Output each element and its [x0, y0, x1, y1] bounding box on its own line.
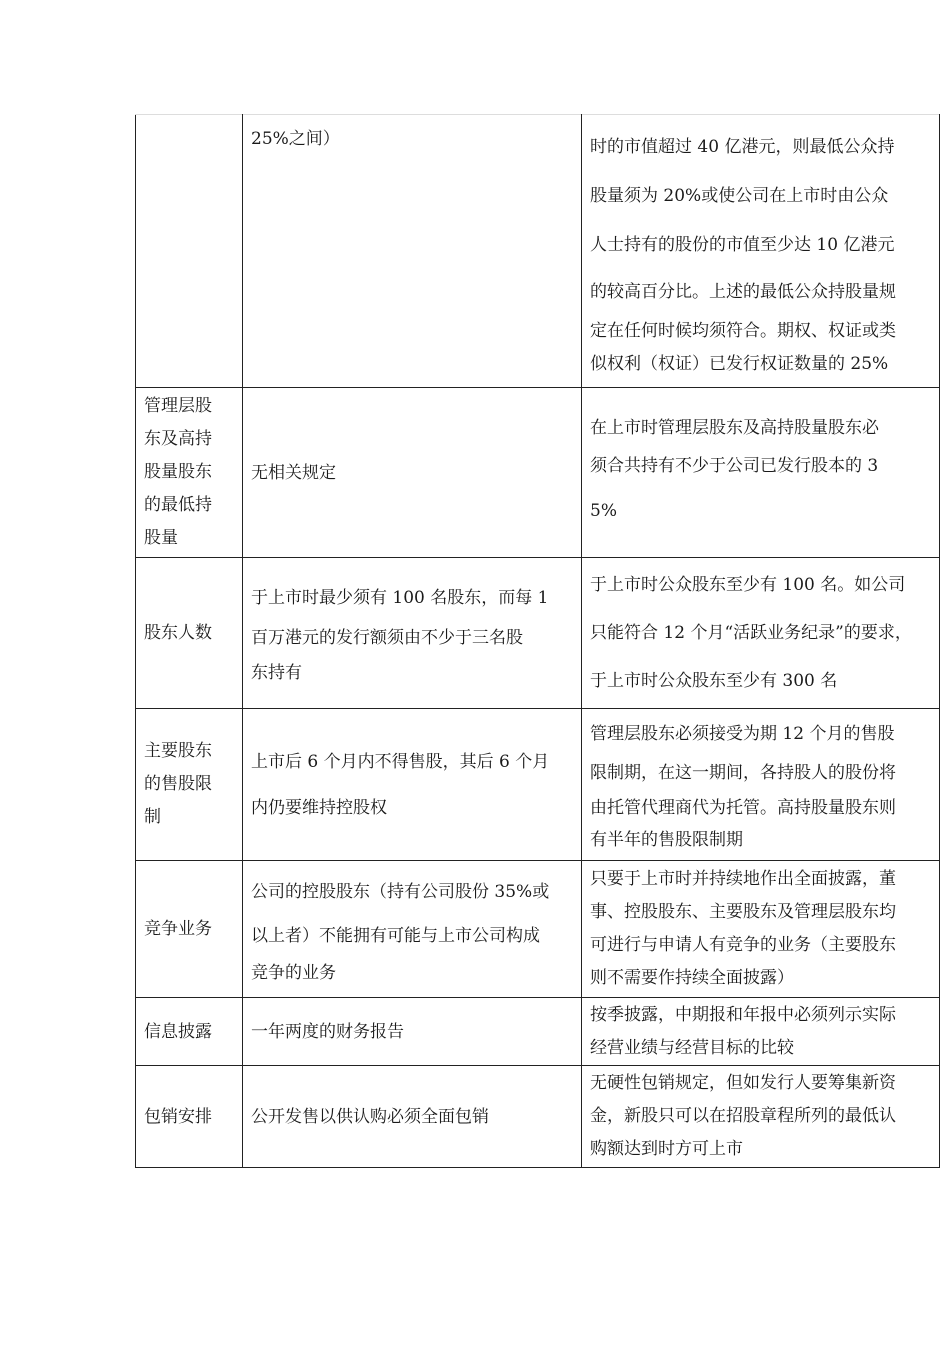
- row-cell-col3: [582, 1066, 940, 1168]
- cell-line: 人士持有的股份的市值至少达 10 亿港元: [590, 235, 895, 255]
- row-cell-col3: [582, 998, 940, 1066]
- cell-line: 内仍要维持控股权: [251, 797, 387, 818]
- cell-line: 由托管代理商代为托管。高持股量股东则: [590, 797, 896, 818]
- cell-line: 无相关规定: [251, 462, 336, 483]
- cell-line: 限制期，在这一期间，各持股人的股份将: [590, 762, 896, 783]
- cell-line: 只能符合 12 个月“活跃业务纪录”的要求，: [590, 623, 912, 643]
- row-label: [136, 388, 243, 558]
- row-label-line: 制: [144, 807, 161, 827]
- cell-line: 的较高百分比。上述的最低公众持股量规: [590, 282, 896, 302]
- cell-line: 经营业绩与经营目标的比较: [590, 1037, 794, 1058]
- cell-line: 无硬性包销规定，但如发行人要筹集新资: [590, 1073, 896, 1093]
- row-label: [136, 1066, 243, 1168]
- cell-line: 上市后 6 个月内不得售股，其后 6 个月: [251, 751, 550, 772]
- cell-line: 须合共持有不少于公司已发行股本的 3: [590, 455, 879, 476]
- cell-line: 则不需要作持续全面披露）: [590, 968, 794, 988]
- cell-line: 股量须为 20%或使公司在上市时由公众: [590, 186, 889, 206]
- cell-line: 时的市值超过 40 亿港元，则最低公众持: [590, 137, 895, 157]
- row-cell-col2: [243, 115, 582, 388]
- row-cell-col2: [243, 998, 582, 1066]
- cell-line: 按季披露，中期报和年报中必须列示实际: [590, 1004, 896, 1025]
- cell-line: 管理层股东必须接受为期 12 个月的售股: [590, 723, 895, 744]
- row-label-line: 的售股限: [144, 774, 212, 794]
- cell-line: 百万港元的发行额须由不少于三名股: [251, 628, 523, 648]
- table-row: [136, 709, 940, 861]
- cell-line: 只要于上市时并持续地作出全面披露，董: [590, 869, 896, 889]
- row-label-line: 股东人数: [144, 623, 212, 643]
- cell-line: 可进行与申请人有竞争的业务（主要股东: [590, 935, 896, 955]
- cell-line: 有半年的售股限制期: [590, 829, 743, 850]
- table-row: [136, 998, 940, 1066]
- row-label-line: 管理层股: [144, 396, 212, 416]
- cell-line: 东持有: [251, 663, 302, 683]
- row-cell-col3: [582, 861, 940, 998]
- cell-line: 于上市时最少须有 100 名股东，而每 1: [251, 588, 549, 608]
- cell-line: 25%之间）: [251, 129, 340, 149]
- row-cell-col2: [243, 1066, 582, 1168]
- table-row: [136, 1066, 940, 1168]
- table-row: [136, 861, 940, 998]
- cell-line: 公开发售以供认购必须全面包销: [251, 1106, 489, 1127]
- row-label-line: 包销安排: [144, 1106, 212, 1127]
- cell-line: 于上市时公众股东至少有 100 名。如公司: [590, 575, 906, 595]
- row-label-line: 股量股东: [144, 462, 212, 482]
- row-label-line: 东及高持: [144, 429, 212, 449]
- cell-line: 一年两度的财务报告: [251, 1021, 404, 1042]
- row-cell-col3: [582, 115, 940, 388]
- row-cell-col2: [243, 558, 582, 709]
- row-label-line: 信息披露: [144, 1021, 212, 1042]
- row-cell-col3: [582, 558, 940, 709]
- row-label: [136, 115, 243, 388]
- cell-line: 竞争的业务: [251, 963, 336, 983]
- cell-line: 似权利（权证）已发行权证数量的 25%: [590, 354, 889, 374]
- cell-line: 购额达到时方可上市: [590, 1139, 743, 1159]
- table-row: [136, 558, 940, 709]
- row-cell-col2: [243, 388, 582, 558]
- row-cell-col3: [582, 709, 940, 861]
- row-label: [136, 861, 243, 998]
- table-row: [136, 388, 940, 558]
- cell-line: 定在任何时候均须符合。期权、权证或类: [590, 321, 896, 341]
- cell-line: 在上市时管理层股东及高持股量股东必: [590, 417, 879, 438]
- cell-line: 公司的控股股东（持有公司股份 35%或: [251, 882, 550, 902]
- row-label-line: 股量: [144, 528, 178, 548]
- cell-line: 以上者）不能拥有可能与上市公司构成: [251, 926, 540, 946]
- row-label: [136, 709, 243, 861]
- cell-line: 于上市时公众股东至少有 300 名: [590, 671, 838, 691]
- comparison-table: [135, 114, 940, 1168]
- row-cell-col2: [243, 861, 582, 998]
- cell-line: 5%: [590, 500, 617, 521]
- row-label: [136, 558, 243, 709]
- row-label: [136, 998, 243, 1066]
- row-cell-col3: [582, 388, 940, 558]
- cell-line: 事、控股股东、主要股东及管理层股东均: [590, 902, 896, 922]
- cell-line: 金，新股只可以在招股章程所列的最低认: [590, 1106, 896, 1126]
- row-label-line: 主要股东: [144, 741, 212, 761]
- row-label-line: 的最低持: [144, 495, 212, 515]
- row-label-line: 竞争业务: [144, 919, 212, 939]
- row-cell-col2: [243, 709, 582, 861]
- table-row: [136, 115, 940, 388]
